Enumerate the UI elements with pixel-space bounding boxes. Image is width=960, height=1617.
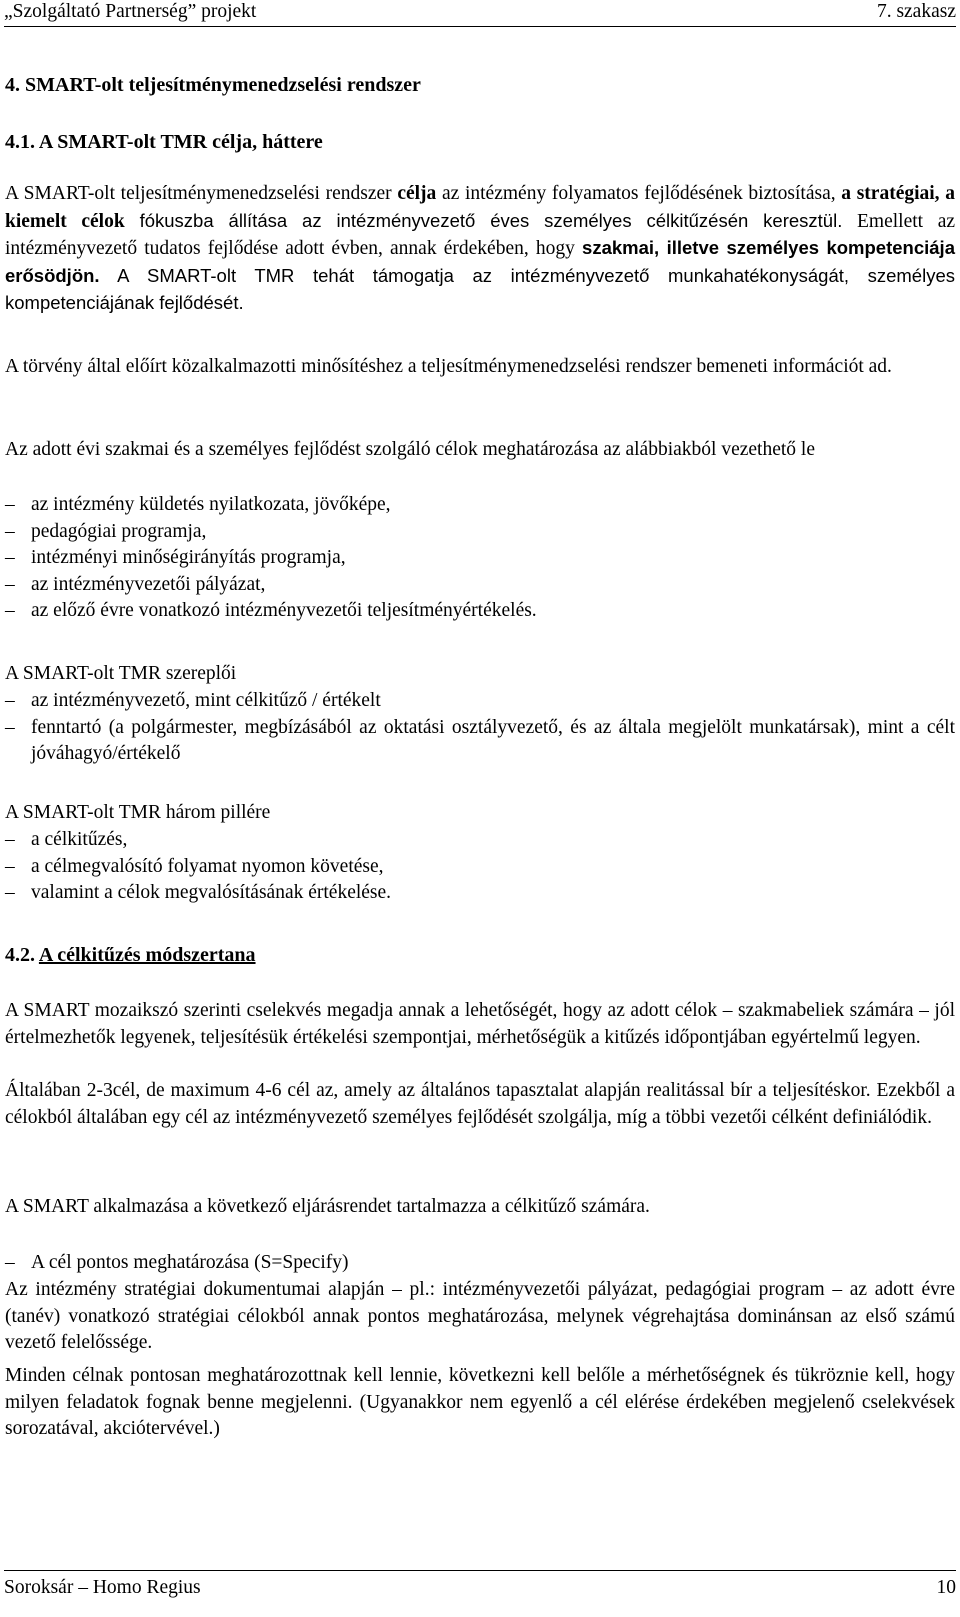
heading-4: 4. SMART-olt teljesítménymenedzselési rendszer [5, 74, 421, 96]
paragraph-sources: Az adott évi szakmai és a személyes fejlődést szolgáló célok meghatározása az alábbiakból vezethető le [5, 439, 815, 460]
list-item: – a célmegvalósító folyamat nyomon követése, [5, 855, 384, 877]
paragraph-smart: A SMART mozaikszó szerinti cselekvés megadja annak a lehetőségét, hogy az adott célok – szakmabeliek számára – jól értelmezhetők legyenek, teljesítésük értékelési szempontjai, mérhetőségük a kitűzés időpontjában egyértelmű legyen. [5, 1000, 955, 1048]
footer-title: Soroksár – Homo Regius [4, 1577, 201, 1598]
page-header [4, 0, 956, 27]
paragraph-law: A törvény által előírt közalkalmazotti minősítéshez a teljesítménymenedzselési rendszer bemeneti információt ad. [5, 356, 892, 377]
list-item: – intézményi minőségirányítás programja, [5, 547, 346, 568]
paragraph-pillars: A SMART-olt TMR három pillére [5, 802, 271, 823]
page-number: 10 [936, 1577, 956, 1598]
header-section: 7. szakasz [876, 1, 956, 22]
page-footer [4, 1570, 956, 1613]
paragraph-definition: Minden célnak pontosan meghatározottnak kell lennie, következni kell belőle a mérhetőségnek és tükröznie kell, hogy milyen feladatok fognak benne megjelenni. (Ugyanakkor nem egyenlő a cél elérése érdekében megjelenő cselekvések sorozatával, akciótervével.) [5, 1365, 955, 1439]
list-item: – az intézmény küldetés nyilatkozata, jövőképe, [5, 494, 391, 515]
paragraph-procedure: A SMART alkalmazása a következő eljárásrendet tartalmazza a célkitűző számára. [5, 1196, 650, 1217]
heading-4-1: 4.1. A SMART-olt TMR célja, háttere [5, 131, 323, 153]
list-item: – fenntartó (a polgármester, megbízásából az oktatási osztályvezető, és az általa megjelölt munkatársak), mint a célt jóváhagyó/értékelő [5, 716, 955, 764]
list-item: – pedagógiai programja, [5, 520, 207, 542]
paragraph-strategy: Az intézmény stratégiai dokumentumai alapján – pl.: intézményvezetői pályázat, pedagógiai program – az adott évre (tanév) vonatkozó stratégiai célokból annak pontos meghatározása, melynek végrehajtása dominánsan az első számú vezető felelőssége. [5, 1279, 955, 1353]
paragraph-actors: A SMART-olt TMR szereplői [5, 663, 237, 684]
list-item: – az intézményvezetői pályázat, [5, 573, 266, 595]
list-sources [5, 492, 955, 625]
list-item: – az előző évre vonatkozó intézményvezetői teljesítményértékelés. [5, 600, 537, 621]
list-specify [5, 1250, 955, 1277]
list-actors [5, 688, 955, 768]
paragraph-count: Általában 2-3cél, de maximum 4-6 cél az, amely az általános tapasztalat alapján realitással bír a teljesítéskor. Ezekből a célokból általában egy cél az intézményvezető személyes fejlődését szolgálja, míg a többi vezetői célként definiálódik. [5, 1080, 955, 1128]
header-project: „Szolgáltató Partnerség” projekt [4, 1, 257, 22]
list-item: – A cél pontos meghatározása (S=Specify) [5, 1252, 349, 1273]
paragraph-goal: A SMART-olt teljesítménymenedzselési rendszer célja az intézmény folyamatos fejlődésének biztosítása, a stratégiai, a kiemelt célok fókuszba állítása az intézményvezető éves személyes célkitűzésén keresztül. Emellett az intézményvezető tudatos fejlődése adott évben, annak érdekében, hogy szakmai, illetve személyes kompetenciája erősödjön. A SMART-olt TMR tehát támogatja az intézményvezető munkahatékonyságát, személyes kompetenciájának fejlődését. [5, 183, 955, 313]
list-item: – valamint a célok megvalósításának értékelése. [5, 882, 392, 903]
list-item: – a célkitűzés, [5, 829, 128, 850]
heading-4-2: 4.2. A célkitűzés módszertana [5, 944, 256, 966]
list-item: – az intézményvezető, mint célkitűző / értékelt [5, 690, 381, 711]
list-pillars [5, 827, 955, 907]
